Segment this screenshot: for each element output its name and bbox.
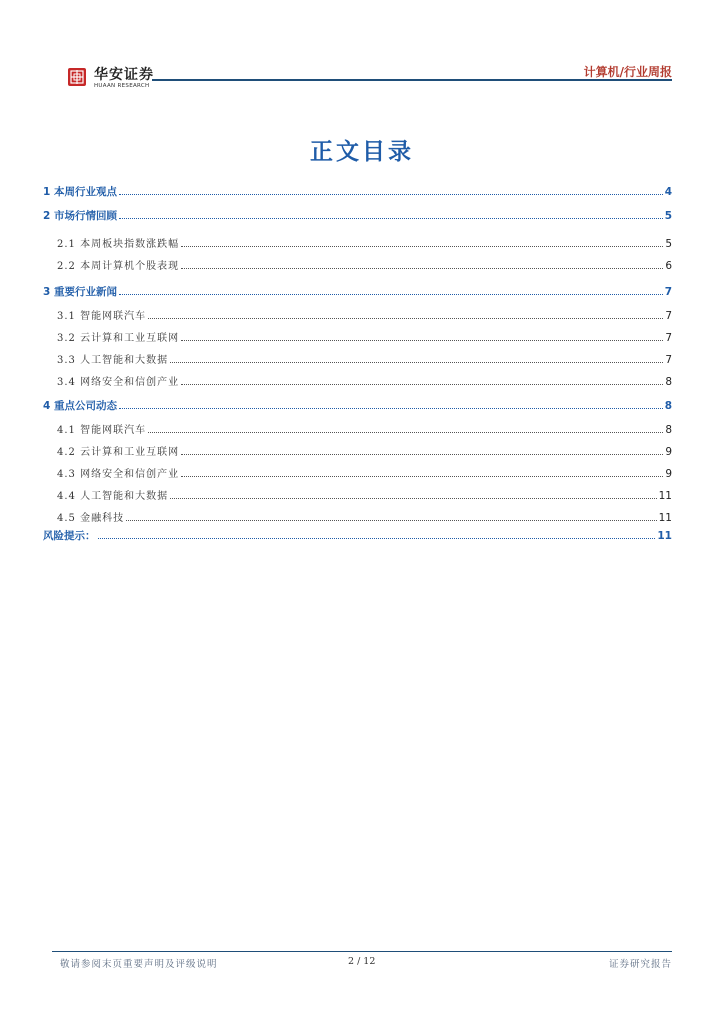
page-footer (52, 956, 672, 970)
logo-wordmark: 华安证券 (94, 67, 154, 83)
toc-entry-label: 3.1 智能网联汽车 (57, 311, 147, 322)
toc-entry-label: 4.2 云计算和工业互联网 (57, 447, 180, 458)
toc-page-number: 8 (665, 376, 672, 388)
toc-section-entry[interactable] (43, 399, 672, 413)
page-header (0, 0, 724, 100)
toc-dot-leader (119, 185, 663, 195)
toc-subsection-entry[interactable] (43, 237, 672, 251)
toc-dot-leader (119, 209, 663, 219)
toc-dot-leader (170, 353, 663, 363)
toc-subsection-entry[interactable] (43, 331, 672, 345)
toc-entry-label: 4.3 网络安全和信创产业 (57, 469, 180, 480)
toc-dot-leader (181, 237, 663, 247)
toc-section-entry[interactable] (43, 285, 672, 299)
toc-entry-label: 4.5 金融科技 (57, 513, 125, 524)
toc-subsection-entry[interactable] (43, 309, 672, 323)
toc-dot-leader (98, 529, 656, 539)
toc-dot-leader (170, 489, 657, 499)
toc-page-number: 4 (664, 186, 672, 198)
toc-dot-leader (181, 331, 663, 341)
toc-subsection-entry[interactable] (43, 467, 672, 481)
toc-page-number: 11 (658, 490, 672, 502)
toc-page-number: 11 (657, 530, 672, 542)
footer-divider (52, 951, 672, 952)
toc-subsection-entry[interactable] (43, 445, 672, 459)
toc-page-number: 7 (664, 286, 672, 298)
toc-entry-label: 2 市场行情回顾 (43, 210, 117, 222)
toc-page-number: 7 (665, 354, 672, 366)
toc-page-number: 8 (664, 400, 672, 412)
toc-entry-label: 3 重要行业新闻 (43, 286, 117, 298)
toc-page-number: 7 (665, 332, 672, 344)
logo-subtitle: HUAAN RESEARCH (94, 83, 150, 89)
footer-disclaimer: 敬请参阅末页重要声明及评级说明 (60, 959, 218, 970)
toc-entry-label: 4 重点公司动态 (43, 400, 117, 412)
toc-page-number: 7 (665, 310, 672, 322)
toc-page-number: 6 (665, 260, 672, 272)
toc-dot-leader (119, 399, 663, 409)
toc-dot-leader (148, 309, 663, 319)
toc-page-number: 9 (665, 468, 672, 480)
toc-entry-label: 4.1 智能网联汽车 (57, 425, 147, 436)
toc-page-number: 11 (658, 512, 672, 524)
page-number: 2 / 12 (348, 956, 376, 967)
toc-page-number: 8 (665, 424, 672, 436)
toc-section-entry[interactable] (43, 529, 672, 543)
toc-page-number: 9 (665, 446, 672, 458)
toc-dot-leader (126, 511, 657, 521)
report-category: 计算机/行业周报 (583, 65, 672, 79)
toc-entry-label: 3.4 网络安全和信创产业 (57, 377, 180, 388)
footer-report-type: 证券研究报告 (608, 959, 672, 970)
toc-page-number: 5 (664, 210, 672, 222)
toc-dot-leader (181, 259, 663, 269)
toc-subsection-entry[interactable] (43, 375, 672, 389)
toc-entry-label: 3.3 人工智能和大数据 (57, 355, 169, 366)
toc-section-entry[interactable] (43, 209, 672, 223)
toc-dot-leader (148, 423, 663, 433)
toc-dot-leader (181, 375, 663, 385)
toc-subsection-entry[interactable] (43, 423, 672, 437)
toc-entry-label: 2.1 本周板块指数涨跌幅 (57, 239, 180, 250)
toc-subsection-entry[interactable] (43, 353, 672, 367)
toc-entry-label: 4.4 人工智能和大数据 (57, 491, 169, 502)
toc-entry-label: 风险提示： (43, 530, 96, 542)
toc-subsection-entry[interactable] (43, 489, 672, 503)
toc-dot-leader (181, 445, 663, 455)
toc-entry-label: 3.2 云计算和工业互联网 (57, 333, 180, 344)
toc-page-number: 5 (665, 238, 672, 250)
toc-subsection-entry[interactable] (43, 511, 672, 525)
header-divider (152, 79, 672, 81)
toc-entry-label: 1 本周行业观点 (43, 186, 117, 198)
toc-subsection-entry[interactable] (43, 259, 672, 273)
page-title: 正文目录 (310, 139, 414, 165)
toc-entry-label: 2.2 本周计算机个股表现 (57, 261, 180, 272)
toc-dot-leader (119, 285, 663, 295)
toc-dot-leader (181, 467, 663, 477)
huaan-logo-icon (68, 68, 86, 86)
toc-section-entry[interactable] (43, 185, 672, 199)
